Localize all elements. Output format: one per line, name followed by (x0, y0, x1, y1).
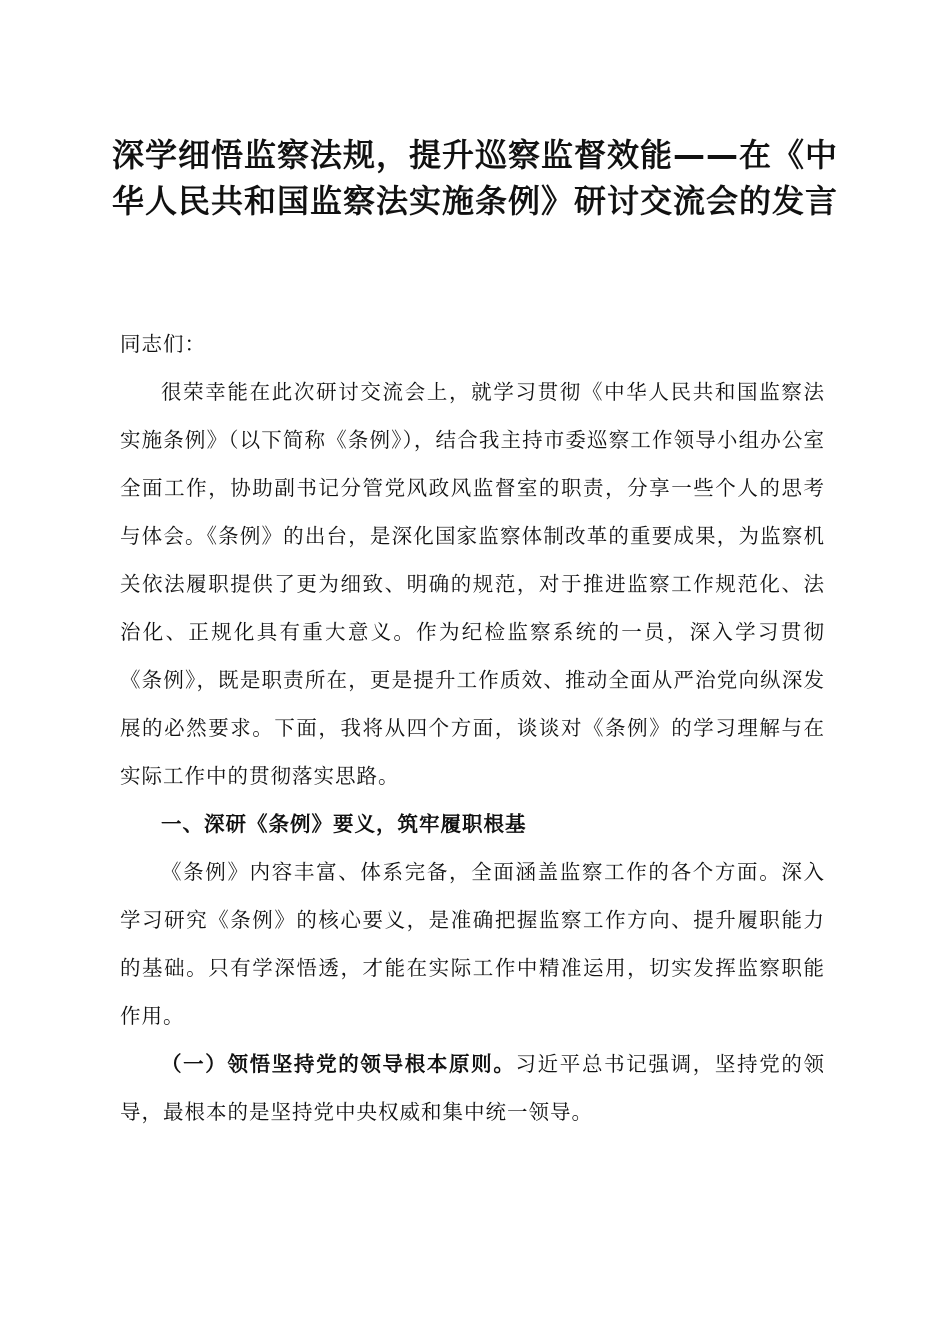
intro-paragraph: 很荣幸能在此次研讨交流会上，就学习贯彻《中华人民共和国监察法实施条例》（以下简称《条例》），结合我主持市委巡察工作领导小组办公室全面工作，协助副书记分管党风政风监督室的职责，分享一些个人的思考与体会。《条例》的出台，是深化国家监察体制改革的重要成果，为监察机关依法履职提供了更为细致、明确的规范，对于推进监察工作规范化、法治化、正规化具有重大意义。作为纪检监察系统的一员，深入学习贯彻《条例》，既是职责所在，更是提升工作质效、推动全面从严治党向纵深发展的必然要求。下面，我将从四个方面，谈谈对《条例》的学习理解与在实际工作中的贯彻落实思路。 (120, 380, 825, 788)
document-body (120, 320, 825, 1136)
document-title: 深学细悟监察法规，提升巡察监督效能——在《中华人民共和国监察法实施条例》研讨交流会的发言 (111, 136, 838, 220)
section-1-point-1 (120, 1040, 825, 1136)
point-1-title: （一）领悟坚持党的领导根本原则。 (161, 1052, 516, 1076)
section-1-paragraph: 《条例》内容丰富、体系完备，全面涵盖监察工作的各个方面。深入学习研究《条例》的核心要义，是准确把握监察工作方向、提升履职能力的基础。只有学深悟透，才能在实际工作中精准运用，切实发挥监察职能作用。 (120, 860, 825, 1028)
point-1-text: 习近平总书记强调，坚持党的领导，最根本的是坚持党中央权威和集中统一领导。 (120, 1052, 826, 1124)
salutation: 同志们： (120, 332, 206, 356)
section-1-heading: 一、深研《条例》要义，筑牢履职根基 (161, 812, 527, 836)
